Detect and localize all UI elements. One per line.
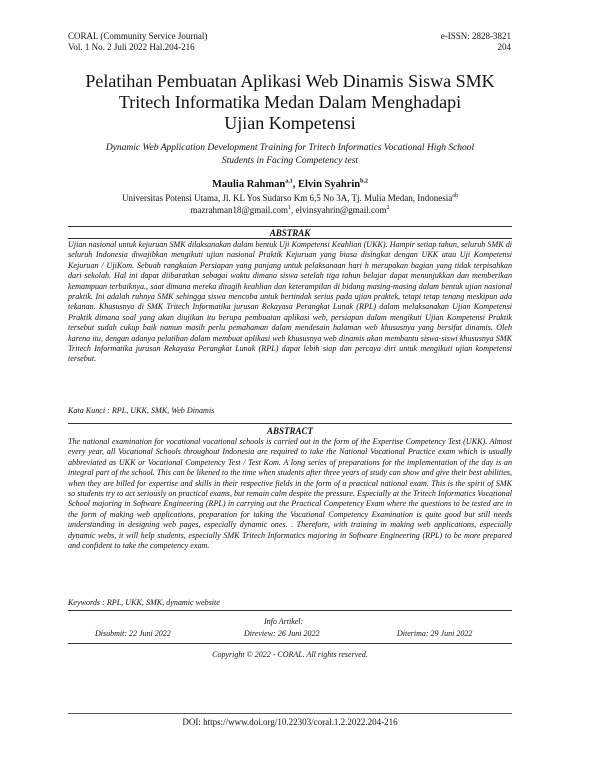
paper-subtitle bbox=[70, 142, 510, 168]
footer-divider bbox=[68, 713, 512, 714]
journal-issn: e-ISSN: 2828-3821 bbox=[440, 31, 511, 41]
section-divider bbox=[68, 610, 512, 611]
author-superscript: b,2 bbox=[360, 178, 368, 185]
page-number: 204 bbox=[497, 42, 511, 52]
journal-name: CORAL (Community Service Journal) bbox=[68, 31, 208, 41]
affiliation-superscript: ab bbox=[452, 193, 458, 199]
accepted-date: Diterima: 29 Juni 2022 bbox=[397, 629, 473, 638]
submitted-date: Disubmit: 22 Juni 2022 bbox=[95, 629, 171, 638]
author-email: mazrahman18@gmail.com bbox=[190, 205, 288, 215]
section-divider bbox=[68, 226, 512, 227]
subtitle-line-1: Dynamic Web Application Development Training for Tritech Informatics Vocational High School bbox=[105, 143, 475, 153]
section-divider bbox=[68, 423, 512, 424]
reviewed-date: Direview: 26 Juni 2022 bbox=[244, 629, 320, 638]
article-info-heading: Info Artikel: bbox=[264, 617, 304, 626]
author-superscript: a,1 bbox=[285, 178, 293, 185]
doi-link[interactable]: DOI: https://www.doi.org/10.22303/coral.1.2.2022.204-216 bbox=[182, 717, 398, 727]
author-name: Elvin Syahrin bbox=[297, 179, 361, 190]
title-line-3: Ujian Kompetensi bbox=[224, 113, 356, 133]
affiliation-address bbox=[60, 192, 520, 204]
journal-volume: Vol. 1 No. 2 Juli 2022 Hal.204-216 bbox=[68, 42, 195, 52]
affiliation bbox=[60, 192, 520, 216]
author-separator: , bbox=[292, 179, 298, 190]
author-emails bbox=[60, 204, 520, 216]
email-superscript: 2 bbox=[386, 205, 390, 211]
abstrak-keywords: Kata Kunci : RPL, UKK, SMK, Web Dinamis bbox=[68, 406, 215, 415]
title-line-2: Tritech Informatika Medan Dalam Menghadapi bbox=[118, 92, 462, 112]
abstract-keywords: Keywords : RPL, UKK, SMK, dynamic website bbox=[68, 598, 220, 607]
email-superscript: 1 bbox=[287, 205, 291, 211]
author-email: , elvinsyahrin@gmail.com bbox=[290, 205, 387, 215]
paper-title bbox=[60, 71, 520, 134]
abstract-heading: ABSTRACT bbox=[266, 426, 313, 436]
subtitle-line-2: Students in Facing Competency test bbox=[221, 156, 359, 166]
journal-header-left bbox=[68, 31, 207, 53]
copyright-notice: Copyright © 2022 - CORAL. All rights reserved. bbox=[212, 650, 368, 659]
affiliation-text: Universitas Potensi Utama, Jl. KL Yos Sudarso Km 6,5 No 3A, Tj. Mulia Medan, Indonesia bbox=[122, 193, 453, 203]
journal-header-right bbox=[441, 31, 511, 53]
section-divider bbox=[68, 238, 512, 239]
section-divider bbox=[68, 643, 512, 644]
author-list bbox=[68, 178, 512, 191]
abstract-body: The national examination for vocational vocational schools is carried out in the form of the Expertise Competency Test (UKK). Almost every year, all Vocational Schools throughout Indonesia are required to take the National Vocational Practice exam which is usually abbreviated as UKK or Vocational Competency Test / Test Kom. A long series of preparations for the implementation of the day is an integral part of the school. This can be likened to the time when students after three years of study can show and give their best abilities, when they are billed for expertise and skills in their respective fields in the form of a practical national exam. This is the spirit of SMK so students try to act seriously on practical exams, but remain calm despite the pressure. Especially at the Tritech Informatics Vocational School majoring in Software Engineering (RPL) in carrying out the Practical Competency Exam where the questions to be tested are in the form of making web applications, preparation for taking the Vocational Competency Examination is quite good but still needs understanding in designing web pages, especially dynamic ones. . Therefore, with training in making web applications, especially dynamic webs, it will help students, especially SMK Tritech Informatics majoring in Software Engineering (RPL) to be more prepared and confident to take the competency exam. bbox=[68, 437, 512, 551]
abstrak-body: Ujian nasional untuk kejuruan SMK dilaksanakan dalam bentuk Uji Kompetensi Keahlian (UKK). Hampir setiap tahun, seluruh SMK di seluruh Indonesia diwajibkan mengikuti ujian nasional Praktik Kejuruan yang biasa disingkat dengan UKK atau Uji Kompetensi Kejuruan / UjiKom. Sebuah rangkaian Persiapan yang panjang untuk pelaksanaan hari h merupakan bagian yang tidak terpisahkan dari sekolah. Hal ini dapat diibaratkan sebagai waktu dimana siswa setelah tiga tahun belajar dapat menunjukkan dan memberikan kemampuan terbaiknya., saat dimana mereka ditagih keahlian dan keterampilan di bidang masing-masing dalam bentuk ujian nasional praktik. Ini adalah ruhnya SMK sehingga siswa mencoba untuk bertindak serius pada ujian praktek, tetapi tetap tenang meskipun ada tekanan. Khususnya di SMK Tritech Informatika jurusan Rekayasa Perangkat Lunak (RPL) dalam melaksanakan Ujian Kompetensi Praktik dimana soal yang akan diujikan itu berupa pembuatan aplikasi web, persiapan dalam mengikuti Ujian Kompetensi Praktik tersebut sudah cukup baik namun masih perlu pemahaman dalam mendesain halaman web khususnya yang bersifat dinamis. Oleh karena itu, dengan adanya pelatihan dalam membuat aplikasi web khususnya web dinamis akan membantu siswa-siswi khususnya SMK Tritech Informatika jurusan Rekayasa Perangkat Lunak (RPL) dapat lebih siap dan percaya diri untuk mengikuti ujian kompetensi tersebut. bbox=[68, 240, 512, 364]
abstrak-heading: ABSTRAK bbox=[269, 228, 311, 238]
author-name: Maulia Rahman bbox=[212, 179, 286, 190]
title-line-1: Pelatihan Pembuatan Aplikasi Web Dinamis Siswa SMK bbox=[85, 71, 495, 91]
